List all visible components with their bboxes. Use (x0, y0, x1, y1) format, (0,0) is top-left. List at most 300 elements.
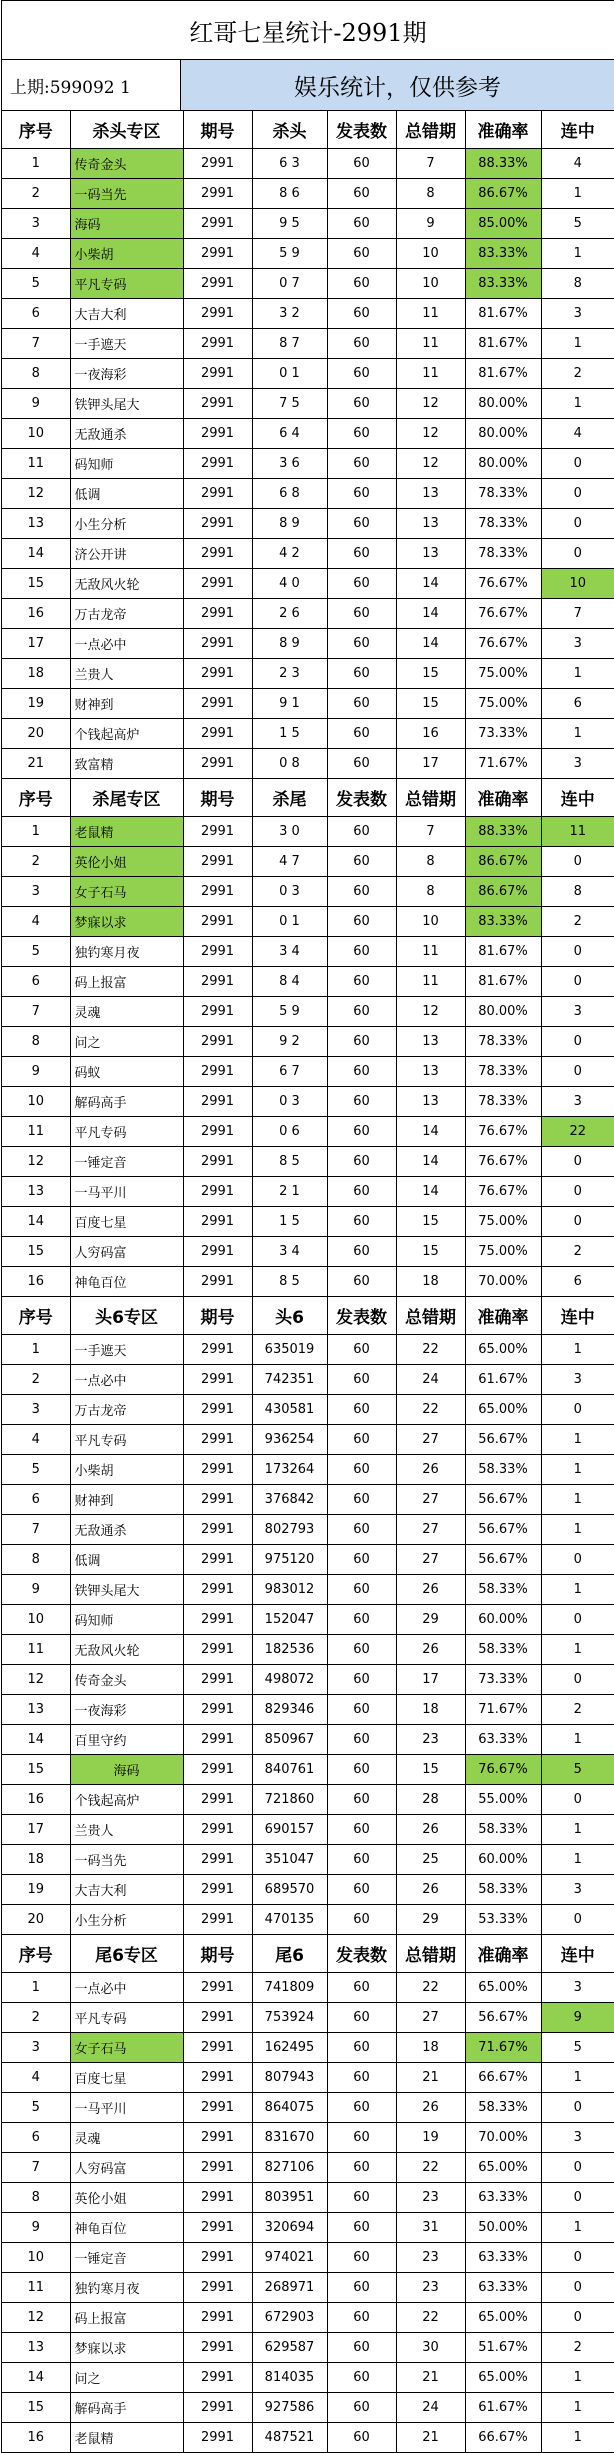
table-row (2, 539, 614, 569)
posts-count: 60 (327, 2033, 396, 2063)
table-row (2, 1575, 614, 1605)
code-value: 430581 (252, 1395, 327, 1425)
error-count: 22 (396, 1973, 465, 2003)
period-number: 2991 (183, 749, 252, 779)
period-number: 2991 (183, 599, 252, 629)
error-count: 23 (396, 2273, 465, 2303)
code-value: 6 3 (252, 149, 327, 179)
posts-count: 60 (327, 1635, 396, 1665)
row-number: 12 (2, 1147, 70, 1177)
posts-count: 60 (327, 539, 396, 569)
streak-count: 1 (541, 179, 614, 209)
predictor-name: 海码 (70, 1755, 183, 1785)
posts-count: 60 (327, 1267, 396, 1297)
streak-count: 2 (541, 1237, 614, 1267)
column-header: 准确率 (465, 111, 541, 149)
row-number: 18 (2, 1845, 70, 1875)
period-number: 2991 (183, 997, 252, 1027)
accuracy-rate: 58.33% (465, 1575, 541, 1605)
table-row (2, 1845, 614, 1875)
posts-count: 60 (327, 659, 396, 689)
period-number: 2991 (183, 1485, 252, 1515)
posts-count: 60 (327, 1117, 396, 1147)
period-number: 2991 (183, 1815, 252, 1845)
predictor-name: 万古龙帝 (70, 599, 183, 629)
code-value: 975120 (252, 1545, 327, 1575)
accuracy-rate: 61.67% (465, 1365, 541, 1395)
accuracy-rate: 56.67% (465, 1545, 541, 1575)
streak-count: 0 (541, 2303, 614, 2333)
table-row (2, 749, 614, 779)
posts-count: 60 (327, 2183, 396, 2213)
period-number: 2991 (183, 1117, 252, 1147)
posts-count: 60 (327, 877, 396, 907)
table-row (2, 997, 614, 1027)
error-count: 18 (396, 1695, 465, 1725)
row-number: 4 (2, 1425, 70, 1455)
accuracy-rate: 58.33% (465, 1815, 541, 1845)
row-number: 1 (2, 817, 70, 847)
streak-count: 0 (541, 1027, 614, 1057)
accuracy-rate: 63.33% (465, 2183, 541, 2213)
predictor-name: 解码高手 (70, 2393, 183, 2423)
predictor-name: 一马平川 (70, 1177, 183, 1207)
error-count: 11 (396, 967, 465, 997)
predictor-name: 一点必中 (70, 1365, 183, 1395)
accuracy-rate: 65.00% (465, 1335, 541, 1365)
period-number: 2991 (183, 1755, 252, 1785)
table-row (2, 1455, 614, 1485)
error-count: 23 (396, 2243, 465, 2273)
predictor-name: 梦寐以求 (70, 2333, 183, 2363)
period-number: 2991 (183, 1635, 252, 1665)
disclaimer-banner: 娱乐统计，仅供参考 (181, 60, 614, 110)
accuracy-rate: 83.33% (465, 269, 541, 299)
error-count: 13 (396, 539, 465, 569)
code-value: 487521 (252, 2423, 327, 2453)
streak-count: 1 (541, 1515, 614, 1545)
streak-count: 1 (541, 1845, 614, 1875)
table-row (2, 1027, 614, 1057)
posts-count: 60 (327, 449, 396, 479)
code-value: 3 2 (252, 299, 327, 329)
row-number: 15 (2, 569, 70, 599)
column-header: 序号 (2, 1935, 70, 1973)
code-value: 690157 (252, 1815, 327, 1845)
error-count: 15 (396, 1207, 465, 1237)
column-header: 连中 (541, 111, 614, 149)
accuracy-rate: 80.00% (465, 419, 541, 449)
period-number: 2991 (183, 2393, 252, 2423)
accuracy-rate: 50.00% (465, 2213, 541, 2243)
predictor-name: 百度七星 (70, 1207, 183, 1237)
stats-sheet (1, 0, 614, 2453)
column-header: 期号 (183, 1935, 252, 1973)
table-row (2, 1755, 614, 1785)
table-row (2, 239, 614, 269)
predictor-name: 码知师 (70, 1605, 183, 1635)
code-value: 498072 (252, 1665, 327, 1695)
row-number: 12 (2, 479, 70, 509)
posts-count: 60 (327, 1177, 396, 1207)
table-row (2, 689, 614, 719)
error-count: 13 (396, 479, 465, 509)
predictor-name: 济公开讲 (70, 539, 183, 569)
predictor-name: 独钓寒月夜 (70, 2273, 183, 2303)
table-row (2, 209, 614, 239)
table-row (2, 1237, 614, 1267)
section-header-tou6 (2, 1297, 614, 1335)
column-header: 尾6专区 (70, 1935, 183, 1973)
predictor-name: 低调 (70, 1545, 183, 1575)
period-number: 2991 (183, 877, 252, 907)
table-row (2, 1875, 614, 1905)
code-value: 850967 (252, 1725, 327, 1755)
period-number: 2991 (183, 2033, 252, 2063)
table-row (2, 2423, 614, 2453)
code-value: 8 4 (252, 967, 327, 997)
accuracy-rate: 88.33% (465, 817, 541, 847)
code-value: 803951 (252, 2183, 327, 2213)
accuracy-rate: 60.00% (465, 1845, 541, 1875)
streak-count: 0 (541, 449, 614, 479)
table-row (2, 1057, 614, 1087)
row-number: 10 (2, 419, 70, 449)
posts-count: 60 (327, 1815, 396, 1845)
row-number: 16 (2, 1267, 70, 1297)
period-number: 2991 (183, 209, 252, 239)
column-header: 连中 (541, 779, 614, 817)
column-header: 发表数 (327, 1935, 396, 1973)
predictor-name: 老鼠精 (70, 817, 183, 847)
period-number: 2991 (183, 299, 252, 329)
posts-count: 60 (327, 1605, 396, 1635)
accuracy-rate: 65.00% (465, 2363, 541, 2393)
code-value: 9 5 (252, 209, 327, 239)
table-row (2, 2123, 614, 2153)
accuracy-rate: 75.00% (465, 1207, 541, 1237)
code-value: 351047 (252, 1845, 327, 1875)
error-count: 15 (396, 1237, 465, 1267)
error-count: 13 (396, 1027, 465, 1057)
period-number: 2991 (183, 2363, 252, 2393)
row-number: 10 (2, 1087, 70, 1117)
code-value: 814035 (252, 2363, 327, 2393)
streak-count: 0 (541, 1057, 614, 1087)
code-value: 1 5 (252, 1207, 327, 1237)
period-number: 2991 (183, 2063, 252, 2093)
table-row (2, 1395, 614, 1425)
streak-count: 3 (541, 1087, 614, 1117)
column-header: 头6专区 (70, 1297, 183, 1335)
accuracy-rate: 80.00% (465, 997, 541, 1027)
posts-count: 60 (327, 299, 396, 329)
code-value: 3 4 (252, 937, 327, 967)
predictor-name: 女子石马 (70, 2033, 183, 2063)
posts-count: 60 (327, 599, 396, 629)
period-number: 2991 (183, 1845, 252, 1875)
code-value: 635019 (252, 1335, 327, 1365)
accuracy-rate: 78.33% (465, 539, 541, 569)
row-number: 3 (2, 209, 70, 239)
error-count: 8 (396, 179, 465, 209)
streak-count: 0 (541, 509, 614, 539)
table-row (2, 1335, 614, 1365)
posts-count: 60 (327, 239, 396, 269)
code-value: 5 9 (252, 997, 327, 1027)
predictor-name: 一点必中 (70, 629, 183, 659)
period-number: 2991 (183, 2423, 252, 2453)
posts-count: 60 (327, 749, 396, 779)
table-row (2, 419, 614, 449)
posts-count: 60 (327, 1875, 396, 1905)
code-value: 983012 (252, 1575, 327, 1605)
period-number: 2991 (183, 479, 252, 509)
posts-count: 60 (327, 847, 396, 877)
accuracy-rate: 80.00% (465, 449, 541, 479)
streak-count: 0 (541, 1665, 614, 1695)
accuracy-rate: 88.33% (465, 149, 541, 179)
period-number: 2991 (183, 359, 252, 389)
period-number: 2991 (183, 1335, 252, 1365)
code-value: 0 6 (252, 1117, 327, 1147)
error-count: 18 (396, 2033, 465, 2063)
row-number: 7 (2, 997, 70, 1027)
predictor-name: 百里守约 (70, 1725, 183, 1755)
error-count: 29 (396, 1605, 465, 1635)
table-row (2, 1365, 614, 1395)
code-value: 4 0 (252, 569, 327, 599)
accuracy-rate: 51.67% (465, 2333, 541, 2363)
column-header: 准确率 (465, 1935, 541, 1973)
streak-count: 7 (541, 599, 614, 629)
posts-count: 60 (327, 1237, 396, 1267)
streak-count: 1 (541, 329, 614, 359)
period-number: 2991 (183, 269, 252, 299)
predictor-name: 低调 (70, 479, 183, 509)
error-count: 17 (396, 1665, 465, 1695)
predictor-name: 老鼠精 (70, 2423, 183, 2453)
row-number: 3 (2, 877, 70, 907)
error-count: 22 (396, 2303, 465, 2333)
error-count: 10 (396, 269, 465, 299)
posts-count: 60 (327, 689, 396, 719)
predictor-name: 海码 (70, 209, 183, 239)
error-count: 26 (396, 1875, 465, 1905)
stats-table (2, 111, 614, 2453)
error-count: 22 (396, 1335, 465, 1365)
row-number: 13 (2, 509, 70, 539)
predictor-name: 小生分析 (70, 509, 183, 539)
error-count: 15 (396, 1755, 465, 1785)
streak-count: 1 (541, 1635, 614, 1665)
accuracy-rate: 73.33% (465, 719, 541, 749)
predictor-name: 小柴胡 (70, 1455, 183, 1485)
code-value: 753924 (252, 2003, 327, 2033)
section-header-shatou (2, 111, 614, 149)
error-count: 15 (396, 659, 465, 689)
posts-count: 60 (327, 1455, 396, 1485)
predictor-name: 平凡专码 (70, 269, 183, 299)
error-count: 14 (396, 1177, 465, 1207)
error-count: 14 (396, 1117, 465, 1147)
posts-count: 60 (327, 1335, 396, 1365)
posts-count: 60 (327, 1725, 396, 1755)
code-value: 689570 (252, 1875, 327, 1905)
code-value: 470135 (252, 1905, 327, 1935)
code-value: 6 4 (252, 419, 327, 449)
period-number: 2991 (183, 2213, 252, 2243)
table-row (2, 2393, 614, 2423)
streak-count: 1 (541, 389, 614, 419)
table-row (2, 1665, 614, 1695)
predictor-name: 平凡专码 (70, 1117, 183, 1147)
error-count: 13 (396, 1087, 465, 1117)
row-number: 5 (2, 2093, 70, 2123)
accuracy-rate: 56.67% (465, 1515, 541, 1545)
streak-count: 6 (541, 1267, 614, 1297)
row-number: 8 (2, 359, 70, 389)
row-number: 6 (2, 1485, 70, 1515)
error-count: 28 (396, 1785, 465, 1815)
code-value: 3 0 (252, 817, 327, 847)
accuracy-rate: 60.00% (465, 1605, 541, 1635)
row-number: 14 (2, 1207, 70, 1237)
code-value: 831670 (252, 2123, 327, 2153)
row-number: 17 (2, 629, 70, 659)
period-number: 2991 (183, 1425, 252, 1455)
posts-count: 60 (327, 1395, 396, 1425)
code-value: 2 6 (252, 599, 327, 629)
predictor-name: 无敌风火轮 (70, 1635, 183, 1665)
period-number: 2991 (183, 1147, 252, 1177)
period-number: 2991 (183, 1515, 252, 1545)
table-row (2, 1117, 614, 1147)
row-number: 8 (2, 1027, 70, 1057)
code-value: 629587 (252, 2333, 327, 2363)
posts-count: 60 (327, 817, 396, 847)
period-number: 2991 (183, 2123, 252, 2153)
streak-count: 0 (541, 1177, 614, 1207)
predictor-name: 大吉大利 (70, 299, 183, 329)
column-header: 发表数 (327, 779, 396, 817)
posts-count: 60 (327, 937, 396, 967)
code-value: 4 2 (252, 539, 327, 569)
accuracy-rate: 58.33% (465, 2093, 541, 2123)
streak-count: 0 (541, 1545, 614, 1575)
row-number: 5 (2, 269, 70, 299)
period-number: 2991 (183, 1695, 252, 1725)
accuracy-rate: 55.00% (465, 1785, 541, 1815)
posts-count: 60 (327, 1575, 396, 1605)
code-value: 827106 (252, 2153, 327, 2183)
column-header: 杀尾专区 (70, 779, 183, 817)
posts-count: 60 (327, 2123, 396, 2153)
table-row (2, 1425, 614, 1455)
code-value: 0 1 (252, 907, 327, 937)
posts-count: 60 (327, 1905, 396, 1935)
accuracy-rate: 86.67% (465, 847, 541, 877)
accuracy-rate: 76.67% (465, 569, 541, 599)
period-number: 2991 (183, 539, 252, 569)
period-number: 2991 (183, 719, 252, 749)
row-number: 4 (2, 239, 70, 269)
error-count: 19 (396, 2123, 465, 2153)
code-value: 3 4 (252, 1237, 327, 1267)
predictor-name: 一锤定音 (70, 2243, 183, 2273)
accuracy-rate: 76.67% (465, 599, 541, 629)
table-row (2, 599, 614, 629)
streak-count: 5 (541, 1755, 614, 1785)
period-number: 2991 (183, 2153, 252, 2183)
accuracy-rate: 75.00% (465, 659, 541, 689)
predictor-name: 一点必中 (70, 1973, 183, 2003)
code-value: 5 9 (252, 239, 327, 269)
period-number: 2991 (183, 329, 252, 359)
row-number: 3 (2, 2033, 70, 2063)
error-count: 21 (396, 2423, 465, 2453)
code-value: 6 7 (252, 1057, 327, 1087)
row-number: 7 (2, 329, 70, 359)
row-number: 6 (2, 967, 70, 997)
streak-count: 5 (541, 209, 614, 239)
stats-table-body (2, 111, 614, 2453)
accuracy-rate: 65.00% (465, 2303, 541, 2333)
code-value: 162495 (252, 2033, 327, 2063)
row-number: 18 (2, 659, 70, 689)
predictor-name: 英伦小姐 (70, 847, 183, 877)
row-number: 11 (2, 1635, 70, 1665)
row-number: 2 (2, 179, 70, 209)
subtitle-row (2, 60, 614, 111)
error-count: 12 (396, 389, 465, 419)
posts-count: 60 (327, 1425, 396, 1455)
streak-count: 1 (541, 2393, 614, 2423)
table-row (2, 569, 614, 599)
posts-count: 60 (327, 1207, 396, 1237)
streak-count: 0 (541, 1905, 614, 1935)
accuracy-rate: 81.67% (465, 359, 541, 389)
table-row (2, 299, 614, 329)
error-count: 17 (396, 749, 465, 779)
streak-count: 3 (541, 2123, 614, 2153)
predictor-name: 小生分析 (70, 1905, 183, 1935)
streak-count: 0 (541, 967, 614, 997)
code-value: 672903 (252, 2303, 327, 2333)
row-number: 3 (2, 1395, 70, 1425)
table-row (2, 179, 614, 209)
period-number: 2991 (183, 689, 252, 719)
error-count: 11 (396, 359, 465, 389)
error-count: 14 (396, 569, 465, 599)
period-number: 2991 (183, 937, 252, 967)
posts-count: 60 (327, 2363, 396, 2393)
accuracy-rate: 71.67% (465, 749, 541, 779)
accuracy-rate: 66.67% (465, 2063, 541, 2093)
column-header: 杀头 (252, 111, 327, 149)
row-number: 9 (2, 389, 70, 419)
accuracy-rate: 56.67% (465, 2003, 541, 2033)
table-row (2, 1815, 614, 1845)
accuracy-rate: 76.67% (465, 1755, 541, 1785)
period-number: 2991 (183, 1027, 252, 1057)
row-number: 12 (2, 2303, 70, 2333)
row-number: 14 (2, 1725, 70, 1755)
accuracy-rate: 61.67% (465, 2393, 541, 2423)
error-count: 22 (396, 1395, 465, 1425)
row-number: 9 (2, 2213, 70, 2243)
streak-count: 0 (541, 937, 614, 967)
